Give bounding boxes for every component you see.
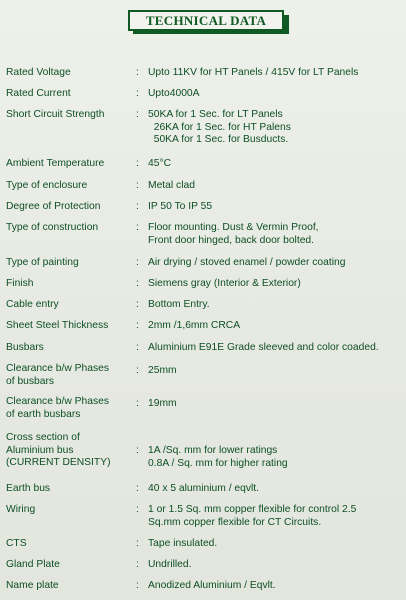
spec-label-line: Cross section of: [6, 432, 80, 443]
spec-value-line: Tape insulated.: [148, 538, 218, 549]
spec-value-line: Bottom Entry.: [148, 299, 210, 310]
spec-colon: :: [136, 222, 139, 233]
spec-colon: :: [136, 504, 139, 515]
spec-value-line: Sq.mm copper flexible for CT Circuits.: [148, 516, 322, 528]
spec-colon: :: [136, 257, 139, 268]
spec-value: [148, 222, 406, 247]
spec-value-line: Front door hinged, back door bolted.: [148, 234, 315, 246]
spec-label-line: Gland Plate: [6, 559, 60, 570]
spec-colon: :: [136, 158, 139, 169]
spec-value-line: 1A /Sq. mm for lower ratings: [148, 445, 278, 456]
spec-colon: :: [136, 445, 139, 456]
spec-value: [148, 504, 406, 529]
spec-value-line: 2mm /1,6mm CRCA: [148, 320, 241, 331]
spec-label: [6, 483, 130, 496]
spec-value: [148, 342, 406, 355]
spec-value: [148, 257, 406, 270]
spec-value-line: Air drying / stoved enamel / powder coating: [148, 257, 346, 268]
spec-label-line: Ambient Temperature: [6, 158, 105, 169]
spec-label: [6, 396, 130, 421]
spec-value-line: Upto 11KV for HT Panels / 415V for LT Panels: [148, 67, 359, 78]
spec-label-line: Rated Voltage: [6, 67, 71, 78]
spec-value: [148, 278, 406, 291]
spec-label: [6, 538, 130, 551]
spec-label-line: Finish: [6, 278, 34, 289]
spec-value-line: 19mm: [148, 398, 177, 409]
spec-value: [148, 580, 406, 593]
spec-value: [148, 180, 406, 193]
spec-value-line: 50KA for 1 Sec. for Busducts.: [148, 134, 289, 146]
spec-label-line: Sheet Steel Thickness: [6, 320, 109, 331]
spec-label-line: Short Circuit Strength: [6, 109, 105, 120]
spec-label-line: Type of enclosure: [6, 180, 88, 191]
spec-colon: :: [136, 299, 139, 310]
spec-colon: :: [136, 538, 139, 549]
spec-label: [6, 257, 130, 270]
spec-label-line: CTS: [6, 538, 27, 549]
spec-colon: :: [136, 201, 139, 212]
spec-value-line: 50KA for 1 Sec. for LT Panels: [148, 109, 283, 120]
spec-colon: :: [136, 320, 139, 331]
spec-label: [6, 88, 130, 101]
spec-value: [148, 109, 406, 147]
spec-label-line: Clearance b/w Phases: [6, 396, 110, 407]
spec-label: [6, 432, 130, 470]
spec-label: [6, 580, 130, 593]
spec-value-line: Upto4000A: [148, 88, 200, 99]
spec-label-line: Clearance b/w Phases: [6, 363, 110, 374]
spec-value-line: 26KA for 1 Sec. for HT Palens: [148, 121, 291, 133]
spec-colon: :: [136, 398, 139, 409]
spec-label-line: Rated Current: [6, 88, 71, 99]
spec-label-line: (CURRENT DENSITY): [6, 457, 111, 469]
spec-colon: :: [136, 180, 139, 191]
spec-value-line: 0.8A / Sq. mm for higher rating: [148, 457, 288, 469]
spec-label-line: of busbars: [6, 375, 55, 387]
spec-value: [148, 158, 406, 171]
spec-colon: :: [136, 580, 139, 591]
spec-colon: :: [136, 88, 139, 99]
spec-value: [148, 320, 406, 333]
spec-value-line: Metal clad: [148, 180, 195, 191]
spec-label: [6, 158, 130, 171]
spec-value-line: IP 50 To IP 55: [148, 201, 213, 212]
spec-label: [6, 504, 130, 517]
spec-label: [6, 299, 130, 312]
spec-label: [6, 363, 130, 388]
spec-value-line: 40 x 5 aluminium / eqvlt.: [148, 483, 260, 494]
spec-colon: :: [136, 109, 139, 120]
spec-label-line: Cable entry: [6, 299, 59, 310]
spec-label-line: Aluminium bus: [6, 444, 74, 456]
spec-value: [148, 398, 406, 411]
spec-value-line: Anodized Aluminium / Eqvlt.: [148, 580, 276, 591]
spec-value: [148, 483, 406, 496]
page-title: TECHNICAL DATA: [128, 10, 284, 31]
spec-label-line: Earth bus: [6, 483, 51, 494]
title-block: [128, 10, 286, 31]
spec-value-line: Undrilled.: [148, 559, 192, 570]
spec-label: [6, 320, 130, 333]
spec-colon: :: [136, 365, 139, 376]
spec-label: [6, 342, 130, 355]
spec-value: [148, 538, 406, 551]
spec-value: [148, 88, 406, 101]
spec-value: [148, 67, 406, 80]
spec-value-line: Aluminium E91E Grade sleeved and color coaded.: [148, 342, 379, 353]
spec-value-line: 1 or 1.5 Sq. mm copper flexible for control 2.5: [148, 504, 357, 515]
spec-value: [148, 201, 406, 214]
spec-value: [148, 445, 406, 470]
spec-value: [148, 365, 406, 378]
spec-label-line: Degree of Protection: [6, 201, 101, 212]
spec-value-line: 45°C: [148, 158, 172, 169]
spec-label: [6, 109, 130, 122]
spec-label: [6, 180, 130, 193]
spec-label: [6, 559, 130, 572]
spec-colon: :: [136, 559, 139, 570]
spec-label-line: Type of construction: [6, 222, 99, 233]
spec-label: [6, 67, 130, 80]
spec-value: [148, 299, 406, 312]
spec-label-line: Name plate: [6, 580, 59, 591]
spec-label-line: Busbars: [6, 342, 44, 353]
spec-colon: :: [136, 67, 139, 78]
spec-label: [6, 278, 130, 291]
spec-label: [6, 222, 130, 235]
spec-colon: :: [136, 278, 139, 289]
spec-colon: :: [136, 342, 139, 353]
spec-colon: :: [136, 483, 139, 494]
spec-label: [6, 201, 130, 214]
spec-label-line: of earth busbars: [6, 408, 81, 420]
spec-value-line: 25mm: [148, 365, 177, 376]
spec-label-line: Type of painting: [6, 257, 79, 268]
spec-label-line: Wiring: [6, 504, 36, 515]
spec-value-line: Floor mounting. Dust & Vermin Proof,: [148, 222, 319, 233]
spec-value: [148, 559, 406, 572]
spec-value-line: Siemens gray (Interior & Exterior): [148, 278, 301, 289]
